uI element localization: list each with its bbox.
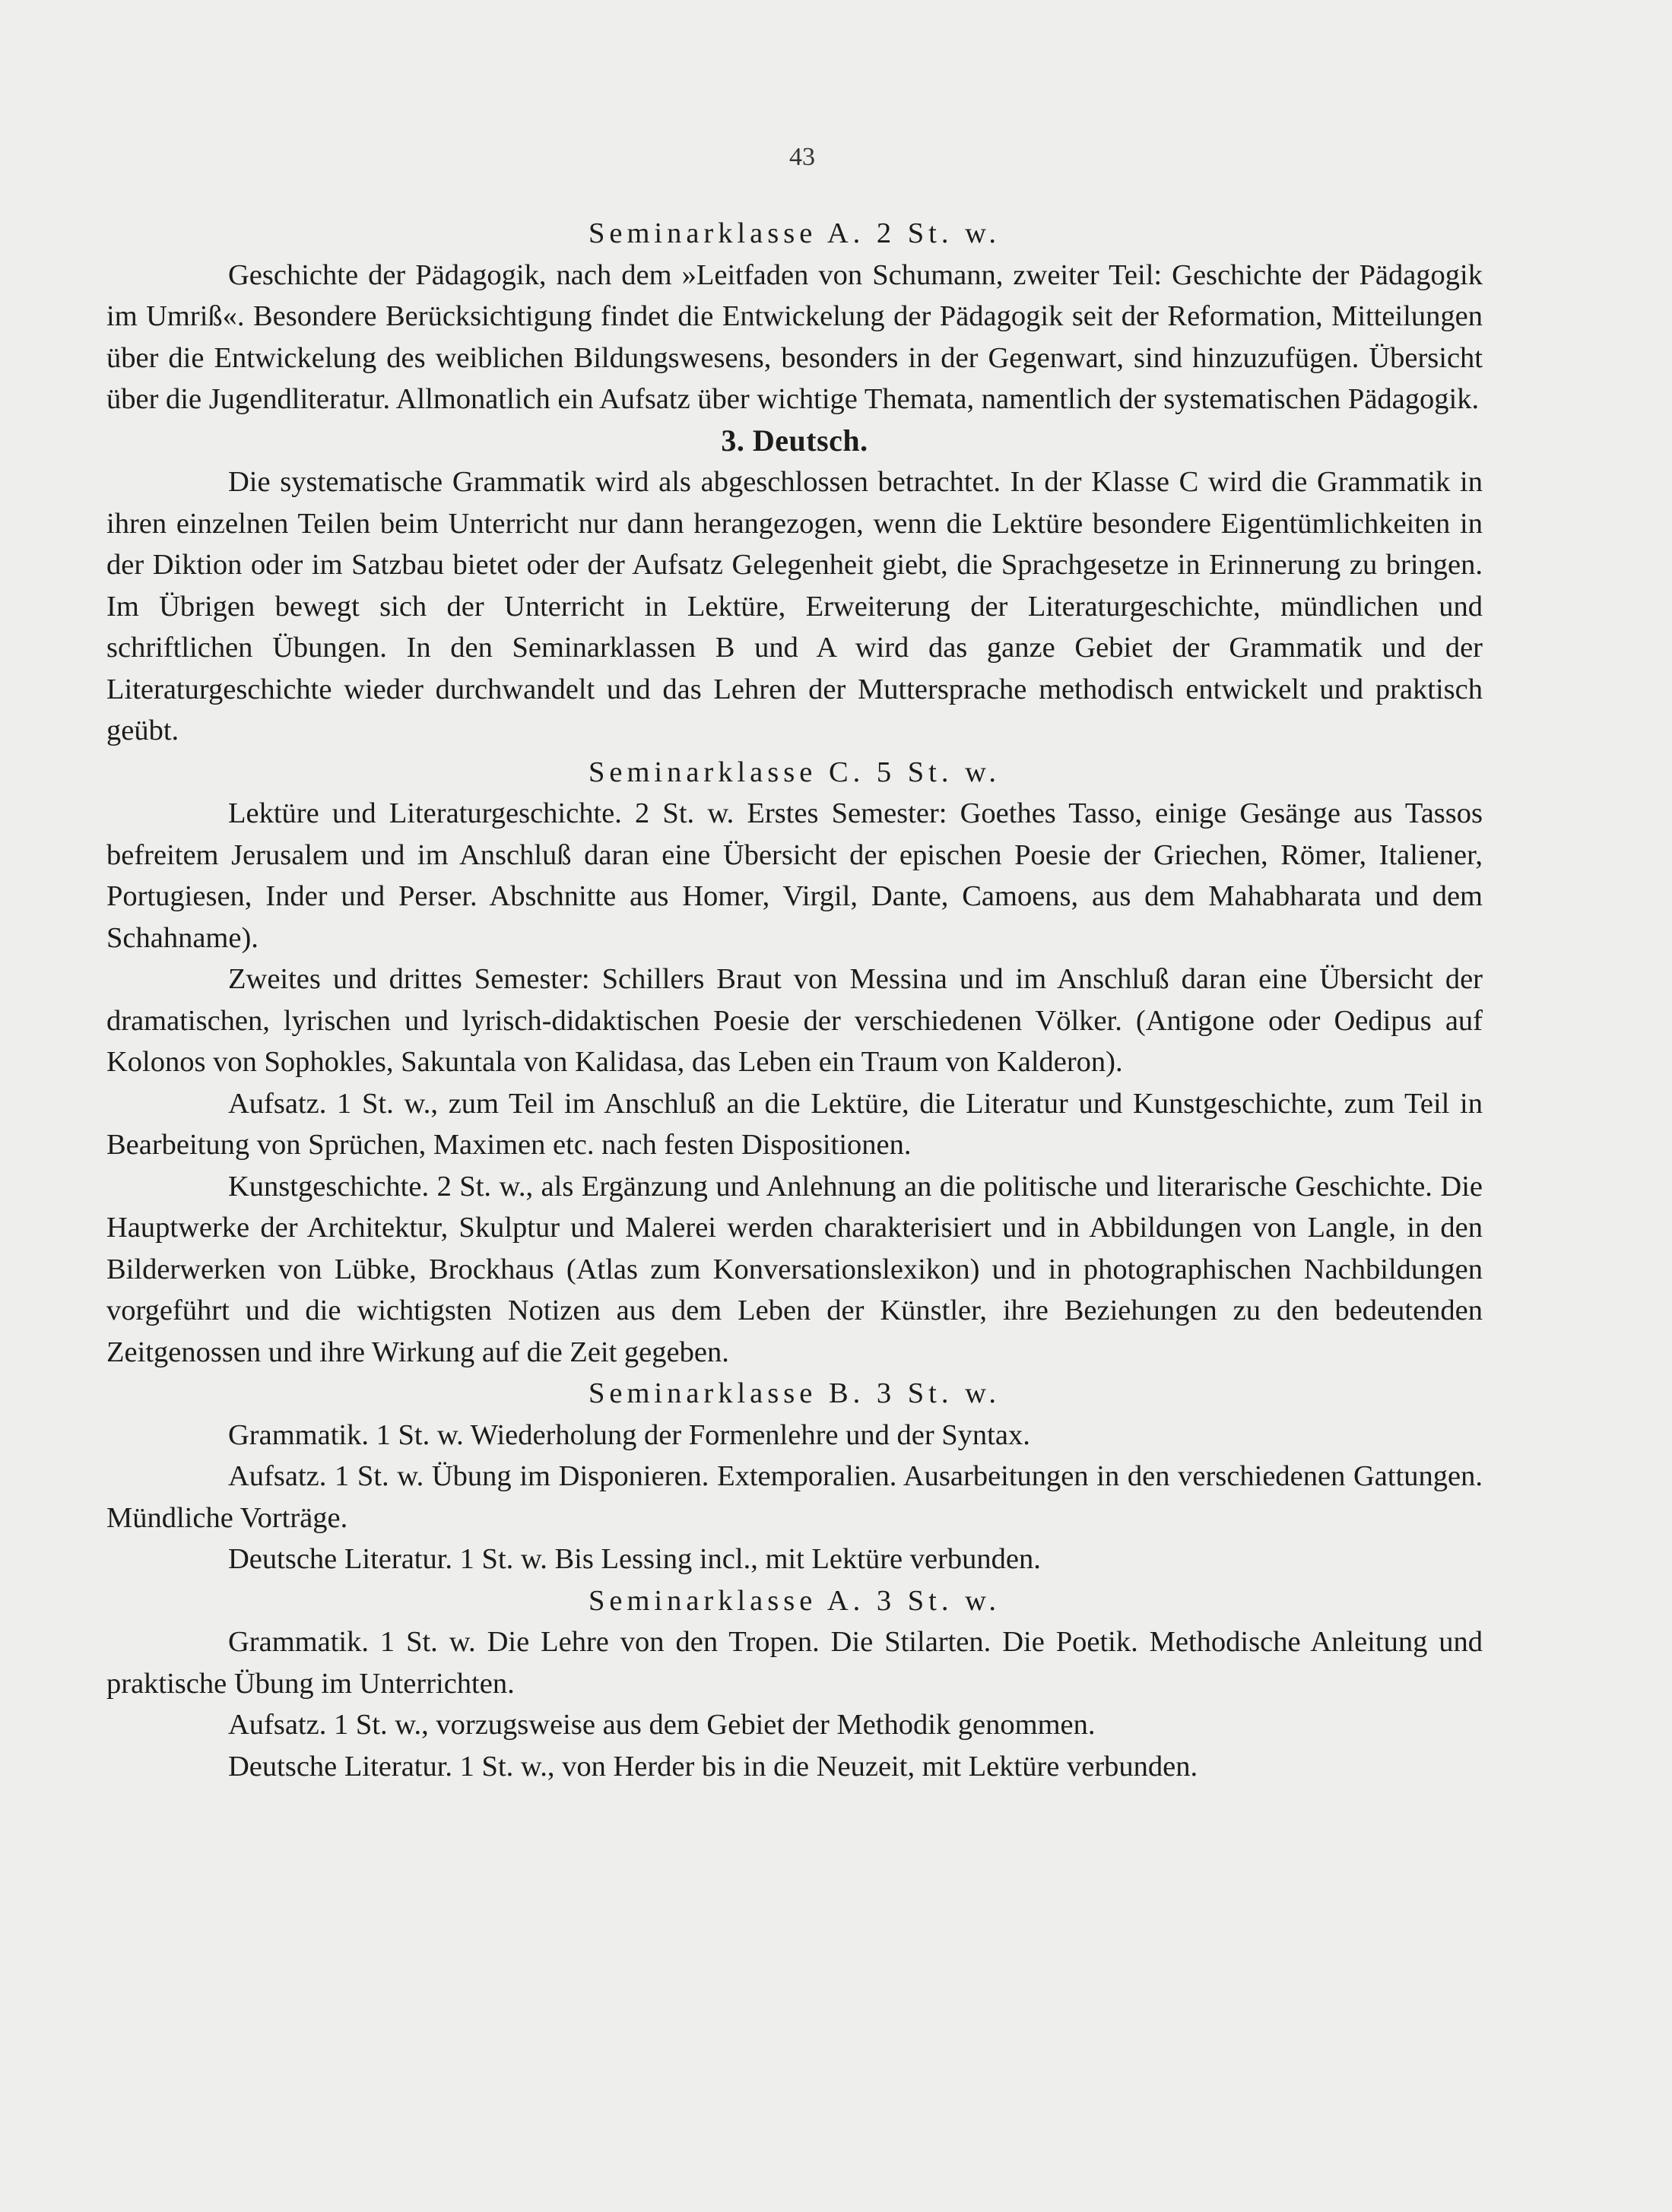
paragraph-grammatik-intro: Die systematische Grammatik wird als abgeschlossen betrachtet. In der Klasse C wird die Grammatik in ihren einzelnen Teilen beim Unterricht nur dann herangezogen, wenn die Lektüre besondere Eigentümlichkeiten in der Diktion oder im Satzbau bietet oder der Aufsatz Gelegenheit giebt, die Sprachgesetze in Erinnerung zu bringen. Im Übrigen bewegt sich der Unterricht in Lektüre, Erweiterung der Literaturgeschichte, mündlichen und schriftlichen Übungen. In den Seminarklassen B und A wird das ganze Gebiet der Grammatik und der Literaturgeschichte wieder durchwandelt und das Lehren der Muttersprache methodisch entwickelt und praktisch geübt. [106, 466, 1483, 746]
paragraph-lektuere: Lektüre und Literaturgeschichte. 2 St. w. Erstes Semester: Goethes Tasso, einige Gesänge aus Tassos befreitem Jerusalem und im Anschluß daran eine Übersicht der epischen Poesie der Griechen, Römer, Italiener, Portugiesen, Inder und Perser. Abschnitte aus Homer, Virgil, Dante, Camoens, aus dem Mahabharata und dem Schahname). [106, 797, 1483, 954]
page-number: 43 [789, 143, 815, 171]
paragraph-literatur-b: Deutsche Literatur. 1 St. w. Bis Lessing incl., mit Lektüre verbunden. [228, 1543, 1041, 1575]
paragraph-grammatik-b: Grammatik. 1 St. w. Wiederholung der Formenlehre und der Syntax. [228, 1418, 1030, 1451]
paragraph-paedagogik: Geschichte der Pädagogik, nach dem »Leitfaden von Schumann, zweiter Teil: Geschichte der Pädagogik im Umriß«. Besondere Berücksichtigung findet die Entwickelung der Pädagogik seit der Reformation, Mitteilungen über die Entwickelung des weiblichen Bildungswesens, besonders in der Gegenwart, sind hinzuzufügen. Übersicht über die Jugendliteratur. Allmonatlich ein Aufsatz über wichtige Themata, namentlich der systematischen Pädagogik. [106, 258, 1483, 415]
paragraph-kunstgeschichte: Kunstgeschichte. 2 St. w., als Ergänzung und Anlehnung an die politische und literarische Geschichte. Die Hauptwerke der Architektur, Skulptur und Malerei werden charakterisiert und in Abbildungen von Langle, in den Bilderwerken von Lübke, Brockhaus (Atlas zum Konversationslexikon) und in photographischen Nachbildungen vorgeführt und die wichtigsten Notizen aus dem Leben der Künstler, ihre Beziehungen zu den bedeutenden Zeitgenossen und ihre Wirkung auf die Zeit gegeben. [106, 1170, 1483, 1368]
section-heading-seminarklasse-b: Seminarklasse B. 3 St. w. [588, 1377, 1001, 1409]
paragraph-aufsatz-a: Aufsatz. 1 St. w., vorzugsweise aus dem Gebiet der Methodik genommen. [228, 1709, 1096, 1741]
section-heading-seminarklasse-c: Seminarklasse C. 5 St. w. [588, 756, 1001, 788]
paragraph-literatur-a: Deutsche Literatur. 1 St. w., von Herder bis in die Neuzeit, mit Lektüre verbunden. [228, 1750, 1198, 1783]
paragraph-aufsatz-b: Aufsatz. 1 St. w. Übung im Disponieren. Extemporalien. Ausarbeitungen in den verschiedenen Gattungen. Mündliche Vorträge. [106, 1460, 1483, 1534]
section-heading-seminarklasse-a: Seminarklasse A. 2 St. w. [588, 217, 1001, 249]
paragraph-aufsatz-c: Aufsatz. 1 St. w., zum Teil im Anschluß an die Lektüre, die Literatur und Kunstgeschichte, zum Teil in Bearbeitung von Sprüchen, Maximen etc. nach festen Dispositionen. [106, 1087, 1483, 1161]
chapter-heading-deutsch: 3. Deutsch. [721, 423, 868, 458]
section-heading-seminarklasse-a2: Seminarklasse A. 3 St. w. [588, 1584, 1001, 1617]
paragraph-grammatik-a: Grammatik. 1 St. w. Die Lehre von den Tropen. Die Stilarten. Die Poetik. Methodische Anleitung und praktische Übung im Unterrichten. [106, 1626, 1483, 1700]
paragraph-zweites-semester: Zweites und drittes Semester: Schillers Braut von Messina und im Anschluß daran eine Übersicht der dramatischen, lyrischen und lyrisch-didaktischen Poesie der verschiedenen Völker. (Antigone oder Oedipus auf Kolonos von Sophokles, Sakuntala von Kalidasa, das Leben ein Traum von Kalderon). [106, 963, 1483, 1078]
body-text [106, 213, 1483, 1787]
